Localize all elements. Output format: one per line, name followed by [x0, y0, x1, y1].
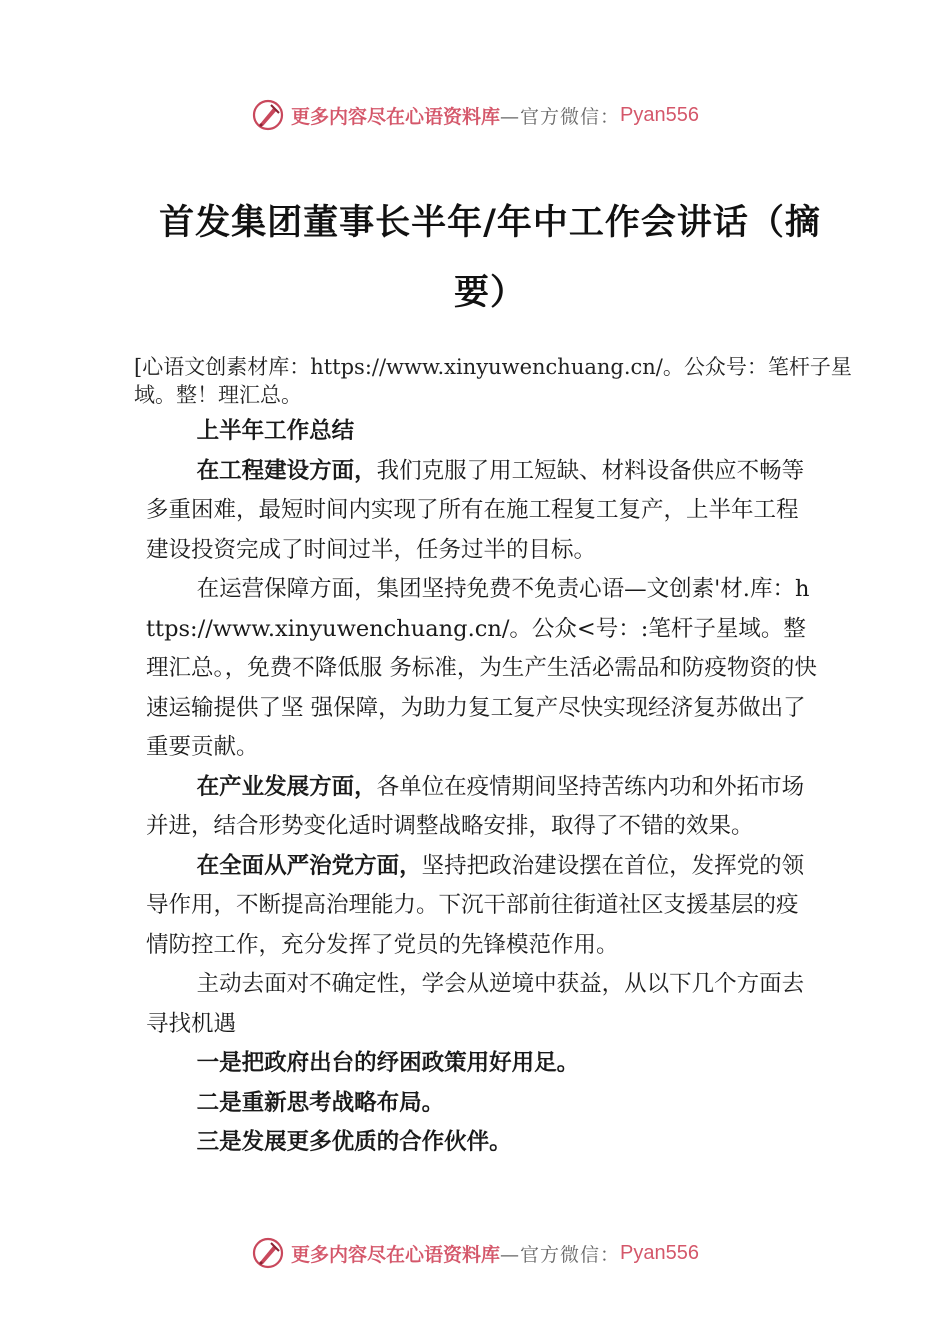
pen-logo-icon	[251, 1236, 285, 1270]
document-title: 首发集团董事长半年/年中工作会讲话（摘要）	[159, 203, 821, 313]
list-item: 一是把政府出台的纾困政策用好用足。	[196, 1050, 580, 1076]
section-heading: 上半年工作总结	[196, 418, 355, 444]
paragraph-party	[146, 847, 818, 966]
banner-red-text: 更多内容尽在心语资料库	[291, 105, 501, 128]
banner-gray-text: —官方微信：	[500, 1243, 621, 1266]
paragraph-lead-party: 在全面从严治党方面，	[196, 852, 422, 879]
paragraph-lead-industry: 在产业发展方面，	[196, 773, 377, 800]
source-note: [心语文创素材库：https://www.xinyuwenchuang.cn/。公众号：笔杆子星域。整！理汇总。	[134, 355, 852, 407]
list-item: 三是发展更多优质的合作伙伴。	[196, 1129, 512, 1155]
header-watermark-banner	[0, 95, 950, 135]
paragraph-engineering	[146, 452, 818, 571]
paragraph-opportunity: 主动去面对不确定性，学会从逆境中获益，从以下几个方面去寻找机遇	[146, 971, 805, 1037]
footer-watermark-banner	[0, 1233, 950, 1273]
paragraph-operations: 在运营保障方面，集团坚持免费不免责心语—文创素'材.库：https://www.xinyuwenchuang.cn/。公众<号：:笔杆子星域。整理汇总。，免费不降低服 务标准，为生产生活必需品和防疫物资的快速运输提供了坚 强保障，为助力复工复产尽快实现经济复苏做出了重要贡献。	[146, 576, 817, 760]
paragraph-text-party: 坚持把政治建设摆在首位，发挥党的领导作用，不断提高治理能力。下沉干部前往街道社区支援基层的疫情防控工作，充分发挥了党员的先锋模范作用。	[146, 852, 805, 958]
banner-wechat-id: Pyan556	[620, 1241, 699, 1264]
pen-logo-icon	[251, 98, 285, 132]
banner-red-text: 更多内容尽在心语资料库	[291, 1243, 501, 1266]
banner-gray-text: —官方微信：	[500, 105, 621, 128]
document-body	[146, 412, 818, 1163]
paragraph-lead-engineering: 在工程建设方面，	[196, 457, 377, 484]
list-item: 二是重新思考战略布局。	[196, 1089, 445, 1116]
paragraph-industry	[146, 768, 818, 847]
paragraph-text-engineering: 我们克服了用工短缺、材料设备供应不畅等多重困难，最短时间内实现了所有在施工程复工复产，上半年工程建设投资完成了时间过半，任务过半的目标。	[146, 457, 805, 563]
banner-wechat-id: Pyan556	[620, 103, 699, 126]
paragraph-text-industry: 各单位在疫情期间坚持苦练内功和外拓市场并进，结合形势变化适时调整战略安排，取得了不错的效果。	[146, 773, 805, 839]
